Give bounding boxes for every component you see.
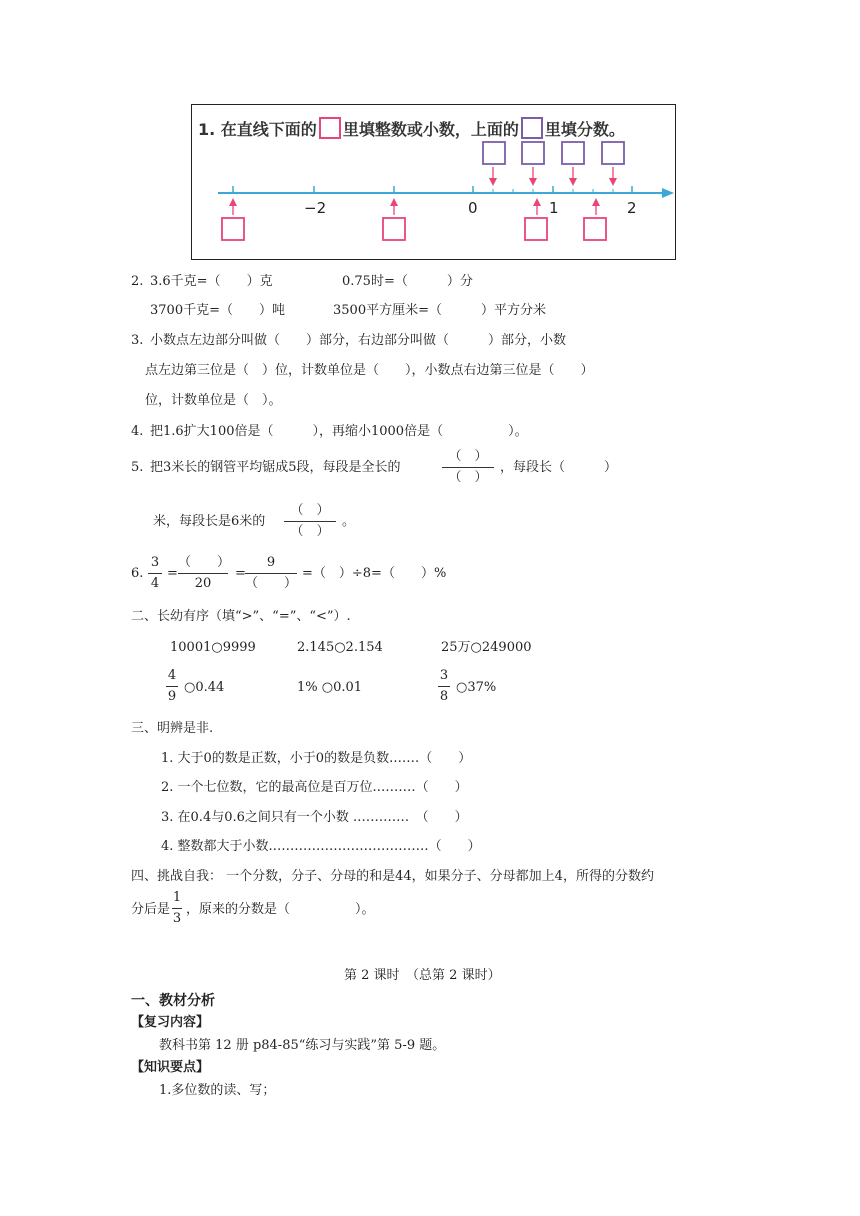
top-answer-box[interactable]	[562, 142, 584, 164]
up-arrow-icon	[533, 198, 541, 206]
q5-text-3: 米，每段长是6米的	[153, 514, 266, 529]
number-line-svg	[192, 105, 674, 258]
title-text-2: 里填整数或小数，上面的	[342, 120, 519, 139]
section-title: 二、长幼有序（填“>”、“=”、“<”）.	[131, 609, 351, 624]
question-number: 2.	[131, 274, 144, 289]
bottom-answer-box[interactable]	[584, 218, 606, 240]
up-arrow-icon	[229, 198, 237, 206]
fraction-numerator: （ ）	[290, 503, 330, 518]
compare-item: 2.145○2.154	[297, 640, 383, 655]
review-text: 教科书第 12 册 p84-85“练习与实践”第 5-9 题。	[159, 1038, 446, 1053]
fraction-denominator: 20	[194, 576, 212, 591]
fraction-numerator: 3	[150, 555, 160, 570]
down-arrow-icon	[609, 178, 617, 186]
q4-text: 把1.6扩大100倍是（ ），再缩小1000倍是（ ）。	[150, 424, 528, 439]
bottom-answer-box[interactable]	[222, 218, 244, 240]
review-label: 【复习内容】	[131, 1015, 210, 1030]
fraction-bar	[166, 686, 178, 687]
tick-label: −2	[304, 199, 327, 217]
fraction-bar	[148, 573, 162, 574]
bottom-answer-box[interactable]	[525, 218, 547, 240]
number-line-figure	[191, 104, 676, 260]
fraction-denominator: 3	[172, 911, 182, 926]
fraction-numerator: 1	[172, 890, 182, 905]
q5-fraction-1	[442, 449, 494, 486]
fraction-numerator: （ ）	[448, 449, 488, 464]
compare-item: 10001○9999	[170, 640, 256, 655]
compare-item: 1% ○0.01	[297, 680, 363, 695]
compare-fraction	[438, 668, 450, 705]
down-arrow-icon	[529, 178, 537, 186]
compare-item: ○37%	[456, 680, 497, 695]
question-number: 5.	[131, 460, 144, 475]
compare-fraction	[166, 668, 178, 705]
question-number: 4.	[131, 424, 144, 439]
equals-sign: =	[167, 566, 178, 581]
top-answer-box[interactable]	[602, 142, 624, 164]
tick-label: 0	[468, 199, 478, 217]
bottom-answer-box[interactable]	[383, 218, 405, 240]
compare-item: 25万○249000	[441, 640, 532, 655]
fraction-numerator: 3	[439, 668, 449, 683]
fraction-denominator: 4	[150, 576, 160, 591]
q3-line-1: 小数点左边部分叫做（ ）部分，右边部分叫做（ ）部分，小数	[150, 333, 567, 348]
q5-fraction-2	[284, 503, 336, 540]
q6-fraction-3	[245, 555, 297, 592]
question-number: 6.	[131, 566, 144, 581]
points-label: 【知识要点】	[131, 1060, 210, 1075]
up-arrow-icon	[592, 198, 600, 206]
lesson-heading: 第 2 课时 （总第 2 课时）	[344, 968, 501, 983]
question-number: 1.	[198, 120, 216, 139]
up-arrow-icon	[390, 198, 398, 206]
tick-label: 2	[627, 199, 637, 217]
fraction-denominator: 9	[167, 689, 177, 704]
fraction-bar	[172, 908, 182, 909]
challenge-line-2a: 分后是	[131, 902, 171, 917]
down-arrow-icon	[489, 178, 497, 186]
q3-line-2: 点左边第三位是（ ）位，计数单位是（ ），小数点右边第三位是（ ）	[145, 363, 594, 378]
section-heading: 一、教材分析	[131, 993, 215, 1009]
equals-sign: =	[235, 566, 246, 581]
question-number: 3.	[131, 333, 144, 348]
fraction-bar	[245, 573, 297, 574]
title-text-3: 里填分数。	[544, 120, 625, 139]
section-title: 三、明辨是非.	[131, 721, 214, 736]
fraction-denominator: （ ）	[448, 470, 488, 485]
q2-item-a: 3.6千克=（ ）克	[150, 274, 273, 289]
compare-item: ○0.44	[184, 680, 225, 695]
q2-item-b: 0.75时=（ ）分	[342, 274, 473, 289]
q6-tail: =（ ）÷8=（ ）%	[302, 566, 447, 581]
title-text-1: 在直线下面的	[220, 120, 317, 139]
challenge-line-1: 四、挑战自我： 一个分数，分子、分母的和是44，如果分子、分母都加上4，所得的分数约	[131, 869, 654, 884]
challenge-line-2b: ，原来的分数是（ ）。	[186, 902, 375, 917]
q5-text-2: ，每段长（ ）	[500, 460, 618, 475]
fraction-numerator: 9	[266, 555, 276, 570]
fraction-denominator: （ ）	[245, 576, 298, 591]
axis-arrow-icon	[662, 188, 674, 198]
fraction-bar	[178, 573, 228, 574]
down-arrow-icon	[569, 178, 577, 186]
challenge-fraction	[172, 890, 182, 927]
q5-text-1: 把3米长的钢管平均锯成5段，每段是全长的	[150, 460, 401, 475]
fraction-numerator: 4	[167, 668, 177, 683]
top-answer-box[interactable]	[483, 142, 505, 164]
q3-line-3: 位，计数单位是（ ）。	[145, 393, 282, 408]
q6-fraction-1	[148, 555, 162, 592]
fraction-bar	[442, 467, 494, 468]
fraction-denominator: 8	[439, 689, 449, 704]
fraction-denominator: （ ）	[290, 524, 330, 539]
judge-item: 1. 大于0的数是正数，小于0的数是负数.……（ ）	[161, 751, 472, 766]
tick-label: 1	[549, 199, 559, 217]
q6-fraction-2	[178, 555, 231, 592]
judge-item: 3. 在0.4与0.6之间只有一个小数 .………… （ ）	[161, 810, 468, 825]
fraction-numerator: （ ）	[178, 555, 231, 570]
judge-item: 2. 一个七位数，它的最高位是百万位.………（ ）	[161, 780, 468, 795]
q2-item-d: 3500平方厘米=（ ）平方分米	[333, 303, 546, 318]
q2-item-c: 3700千克=（ ）吨	[150, 303, 285, 318]
top-answer-box[interactable]	[522, 142, 544, 164]
q5-text-4: 。	[342, 514, 356, 529]
fraction-bar	[284, 521, 336, 522]
judge-item: 4. 整数都大于小数.………………………………（ ）	[161, 839, 481, 854]
point-item: 1.多位数的读、写；	[159, 1083, 276, 1098]
fraction-bar	[438, 686, 450, 687]
